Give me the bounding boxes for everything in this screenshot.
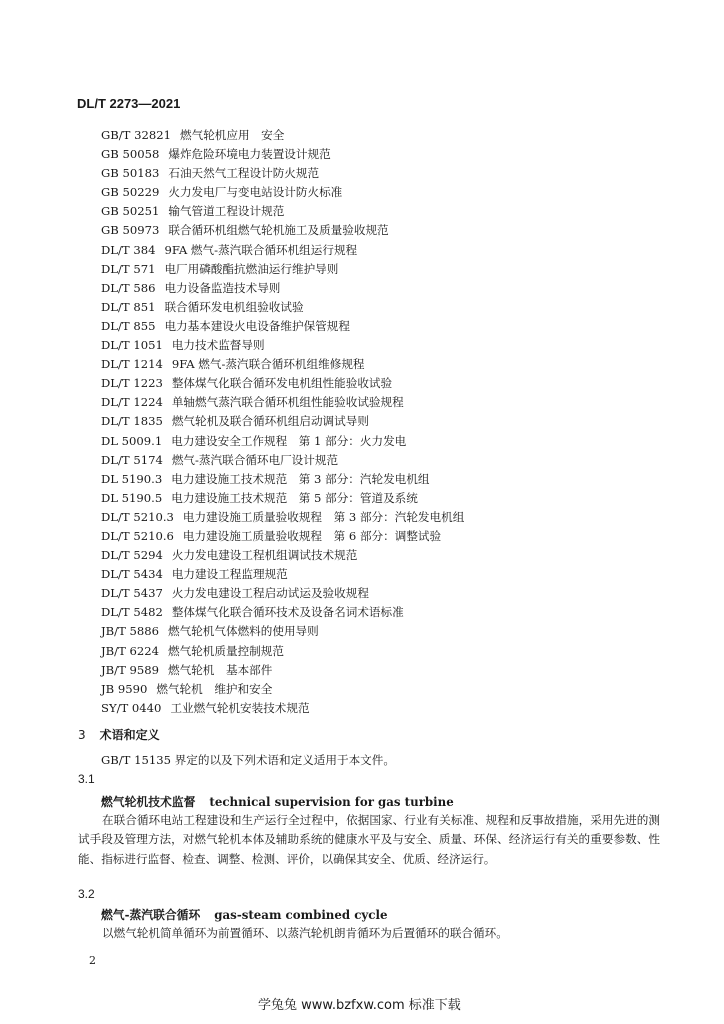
reference-code: DL/T 571 (101, 261, 156, 276)
reference-code: JB/T 6224 (101, 643, 159, 658)
reference-item (101, 374, 661, 393)
reference-title: 电力基本建设火电设备维护保管规程 (164, 318, 350, 333)
reference-code: DL 5009.1 (101, 433, 163, 448)
reference-item (101, 202, 661, 221)
reference-code: DL/T 5482 (101, 605, 163, 620)
reference-item (101, 470, 661, 489)
reference-title: 电厂用磷酸酯抗燃油运行维护导则 (164, 261, 339, 276)
reference-title: 联合循环机组燃气轮机施工及质量验收规范 (168, 223, 389, 238)
reference-title: 燃气轮机 基本部件 (168, 662, 273, 677)
reference-code: GB 50251 (101, 204, 160, 219)
term-title-zh: 燃气-蒸汽联合循环 (101, 908, 201, 922)
section-number: 3 (78, 728, 86, 742)
term-title (101, 906, 387, 923)
document-header: DL/T 2273—2021 (77, 96, 181, 111)
reference-item (101, 527, 661, 546)
reference-code: DL/T 5434 (101, 567, 163, 582)
reference-title: 燃气-蒸汽联合循环电厂设计规范 (171, 452, 339, 467)
reference-item (101, 355, 661, 374)
reference-title: 电力建设施工技术规范 第 5 部分：管道及系统 (171, 490, 418, 505)
reference-title: 火力发电建设工程机组调试技术规范 (171, 548, 358, 563)
term-number: 3.1 (78, 772, 95, 786)
term-definition: 在联合循环电站工程建设和生产运行全过程中，依据国家、行业有关标准、规程和反事故措施，采用先进的测试手段及管理方法，对燃气轮机本体及辅助系统的健康水平及与安全、质量、环保、经济运行有关的重要参数、性能、指标进行监督、检查、调整、检测、评价，以确保其安全、优质、经济运行。 (78, 813, 660, 866)
reference-code: DL/T 586 (101, 280, 156, 295)
reference-item (101, 241, 661, 260)
reference-code: GB/T 32821 (101, 128, 171, 142)
reference-item (101, 508, 661, 527)
reference-title: 石油天然气工程设计防火规范 (168, 166, 320, 181)
reference-title: 电力建设安全工作规程 第 1 部分：火力发电 (171, 433, 407, 448)
reference-code: JB/T 5886 (101, 624, 159, 639)
reference-code: GB 50058 (101, 147, 160, 162)
reference-title: 电力建设工程监理规范 (171, 567, 288, 582)
reference-item (101, 699, 661, 718)
reference-title: 燃气轮机及联合循环机组启动调试导则 (171, 414, 369, 429)
reference-code: GB 50183 (101, 166, 160, 181)
reference-item (101, 489, 661, 508)
reference-item (101, 298, 661, 317)
reference-code: DL/T 851 (101, 299, 156, 314)
reference-title: 联合循环发电机组验收试验 (164, 299, 304, 314)
term-number: 3.2 (78, 887, 95, 901)
reference-item (101, 260, 661, 279)
normative-references-list (101, 126, 661, 718)
reference-title: 工业燃气轮机安装技术规范 (170, 700, 310, 715)
reference-title: 电力建设施工技术规范 第 3 部分：汽轮发电机组 (171, 471, 430, 486)
reference-item (101, 317, 661, 336)
reference-title: 电力设备监造技术导则 (164, 280, 281, 295)
section-heading (78, 726, 160, 743)
reference-code: DL/T 1835 (101, 414, 163, 429)
reference-item (101, 393, 661, 412)
reference-item (101, 584, 661, 603)
reference-title: 电力建设施工质量验收规程 第 3 部分：汽轮发电机组 (182, 509, 465, 524)
reference-code: DL/T 1223 (101, 376, 163, 391)
reference-item (101, 279, 661, 298)
reference-code: GB 50229 (101, 185, 160, 200)
reference-item (101, 680, 661, 699)
reference-title: 火力发电厂与变电站设计防火标准 (168, 185, 343, 200)
reference-code: DL/T 1214 (101, 357, 163, 372)
reference-item (101, 145, 661, 164)
reference-title: 单轴燃气蒸汽联合循环机组性能验收试验规程 (171, 395, 404, 410)
section-intro: GB/T 15135 界定的以及下列术语和定义适用于本文件。 (101, 753, 395, 767)
reference-code: DL 5190.5 (101, 490, 163, 505)
reference-item (101, 432, 661, 451)
reference-title: 整体煤气化联合循环技术及设备名词术语标准 (171, 605, 404, 620)
reference-code: DL 5190.3 (101, 471, 163, 486)
term-title-en: gas-steam combined cycle (214, 908, 388, 922)
reference-title: 燃气轮机质量控制规范 (168, 643, 284, 658)
reference-item (101, 126, 661, 145)
section-title: 术语和定义 (99, 728, 160, 742)
reference-item (101, 221, 661, 240)
reference-code: DL/T 5294 (101, 548, 163, 563)
reference-code: JB/T 9589 (101, 662, 159, 677)
reference-title: 火力发电建设工程启动试运及验收规程 (171, 586, 369, 601)
reference-code: DL/T 5210.3 (101, 509, 174, 524)
reference-code: DL/T 5210.6 (101, 528, 174, 543)
watermark-text: 学兔兔 www.bzfxw.com 标准下载 (258, 998, 461, 1013)
reference-item (101, 622, 661, 641)
reference-title: 输气管道工程设计规范 (168, 204, 285, 219)
reference-code: JB 9590 (101, 681, 148, 696)
reference-title: 9FA 燃气-蒸汽联合循环机组运行规程 (164, 242, 358, 257)
reference-code: DL/T 1051 (101, 338, 163, 353)
reference-code: DL/T 5174 (101, 452, 163, 467)
term-title-en: technical supervision for gas turbine (209, 795, 454, 809)
term-definition: 以燃气轮机简单循环为前置循环、以蒸汽轮机朗肯循环为后置循环的联合循环。 (102, 926, 508, 940)
term-title-zh: 燃气轮机技术监督 (101, 795, 196, 809)
reference-title: 整体煤气化联合循环发电机组性能验收试验 (171, 376, 393, 391)
reference-title: 爆炸危险环境电力装置设计规范 (168, 147, 331, 162)
reference-item (101, 565, 661, 584)
term-title (101, 793, 454, 810)
reference-item (101, 642, 661, 661)
reference-code: SY/T 0440 (101, 700, 162, 715)
reference-code: DL/T 1224 (101, 395, 163, 410)
reference-code: DL/T 855 (101, 318, 156, 333)
reference-title: 电力技术监督导则 (171, 338, 265, 353)
reference-item (101, 412, 661, 431)
reference-code: GB 50973 (101, 223, 160, 238)
reference-title: 电力建设施工质量验收规程 第 6 部分：调整试验 (182, 528, 442, 543)
reference-title: 燃气轮机应用 安全 (180, 128, 285, 142)
reference-item (101, 183, 661, 202)
reference-item (101, 603, 661, 622)
reference-code: DL/T 384 (101, 242, 156, 257)
reference-item (101, 661, 661, 680)
reference-item (101, 451, 661, 470)
page-number: 2 (89, 954, 96, 967)
reference-title: 燃气轮机 维护和安全 (156, 681, 273, 696)
reference-title: 燃气轮机气体燃料的使用导则 (168, 624, 319, 639)
reference-code: DL/T 5437 (101, 586, 163, 601)
reference-title: 9FA 燃气-蒸汽联合循环机组维修规程 (171, 357, 365, 372)
reference-item (101, 546, 661, 565)
reference-item (101, 164, 661, 183)
reference-item (101, 336, 661, 355)
